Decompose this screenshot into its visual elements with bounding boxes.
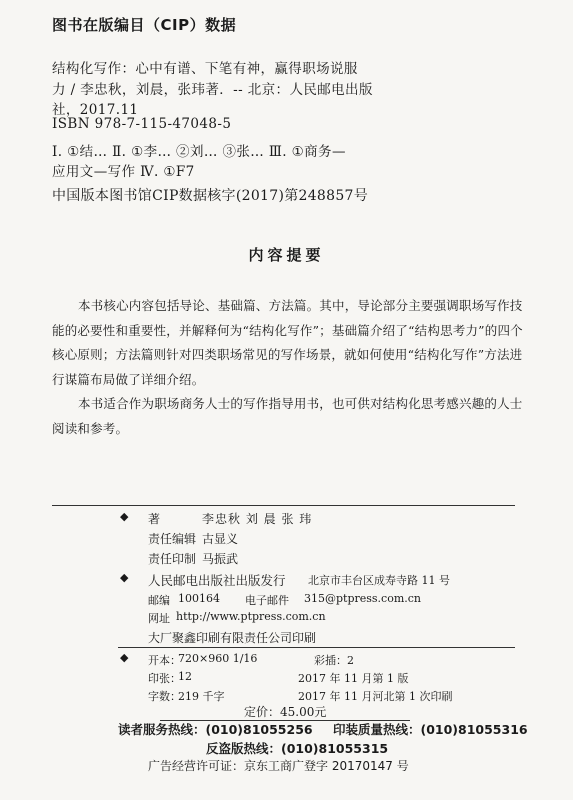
postcode-label: 邮编 — [148, 594, 170, 607]
reader-service-hotline: 读者服务热线：(010)81055256 — [118, 722, 313, 737]
format-label: 开本： — [148, 654, 181, 667]
publisher: 人民邮电出版社出版发行 — [148, 573, 286, 588]
cip-data-number: 中国版本图书馆CIP数据核字(2017)第248857号 — [52, 188, 369, 204]
cip-book-title-line: 结构化写作：心中有谱、下笔有神，赢得职场说服 — [52, 61, 358, 77]
website-label: 网址 — [148, 612, 170, 625]
sheets-label: 印张： — [148, 672, 181, 685]
publisher-address: 北京市丰台区成寿寺路 11 号 — [308, 574, 450, 587]
editor-label: 责任编辑 — [148, 532, 197, 546]
anti-piracy-hotline: 反盗版热线：(010)81055315 — [206, 741, 389, 756]
email: 315@ptpress.com.cn — [304, 592, 422, 605]
cip-isbn: ISBN 978-7-115-47048-5 — [52, 116, 232, 132]
sheets-value: 12 — [178, 670, 192, 683]
imprint-mid-rule — [118, 647, 515, 648]
format-value: 720×960 1/16 — [178, 652, 258, 665]
cip-title: 图书在版编目（CIP）数据 — [52, 16, 237, 34]
edition: 2017 年 11 月第 1 版 — [298, 672, 409, 685]
color-plates: 彩插：2 — [314, 654, 354, 667]
cip-classification-line-2: 应用文—写作 Ⅳ. ①F7 — [52, 164, 195, 180]
cip-publisher-line: 社，2017.11 — [52, 102, 139, 118]
diamond-bullet-icon: ◆ — [120, 651, 129, 664]
authors: 李忠秋 刘 晨 张 玮 — [202, 512, 313, 526]
cip-author-line: 力 / 李忠秋，刘晨，张玮著．-- 北京：人民邮电出版 — [52, 82, 373, 98]
abstract-heading: 内容提要 — [248, 246, 325, 264]
price: 定价：45.00元 — [244, 705, 327, 719]
printing: 2017 年 11 月河北第 1 次印刷 — [298, 690, 453, 703]
diamond-bullet-icon: ◆ — [120, 571, 129, 584]
cip-classification-line: Ⅰ. ①结… Ⅱ. ①李… ②刘… ③张… Ⅲ. ①商务— — [52, 144, 346, 160]
print-company: 大厂聚鑫印刷有限责任公司印刷 — [148, 631, 317, 645]
printer-name: 马振武 — [202, 552, 239, 566]
word-count-value: 219 千字 — [178, 690, 225, 703]
imprint-top-rule — [52, 505, 515, 506]
email-label: 电子邮件 — [245, 594, 289, 607]
diamond-bullet-icon: ◆ — [120, 510, 129, 523]
website: http://www.ptpress.com.cn — [176, 610, 326, 623]
word-count-label: 字数： — [148, 690, 181, 703]
abstract-paragraph-2-text: 本书适合作为职场商务人士的写作指导用书，也可供对结构化思考感兴趣的人士阅读和参考。 — [52, 396, 523, 436]
postcode: 100164 — [178, 592, 220, 605]
abstract-paragraph-2 — [52, 392, 532, 441]
editor-name: 古显义 — [202, 532, 239, 546]
printer-label: 责任印制 — [148, 552, 197, 566]
advertising-license: 广告经营许可证：京东工商广登字 20170147 号 — [148, 759, 409, 773]
abstract-paragraph-1-text: 本书核心内容包括导论、基础篇、方法篇。其中，导论部分主要强调职场写作技能的必要性和重要性，并解释何为“结构化写作”；基础篇介绍了“结构思考力”的四个核心原则；方法篇则针对四类职场常见的写作场景，就如何使用“结构化写作”方法进行谋篇布局做了详细介绍。 — [52, 298, 523, 387]
abstract-paragraph-1 — [52, 294, 532, 392]
author-label: 著 — [148, 512, 161, 526]
print-quality-hotline: 印装质量热线：(010)81055316 — [333, 722, 528, 737]
